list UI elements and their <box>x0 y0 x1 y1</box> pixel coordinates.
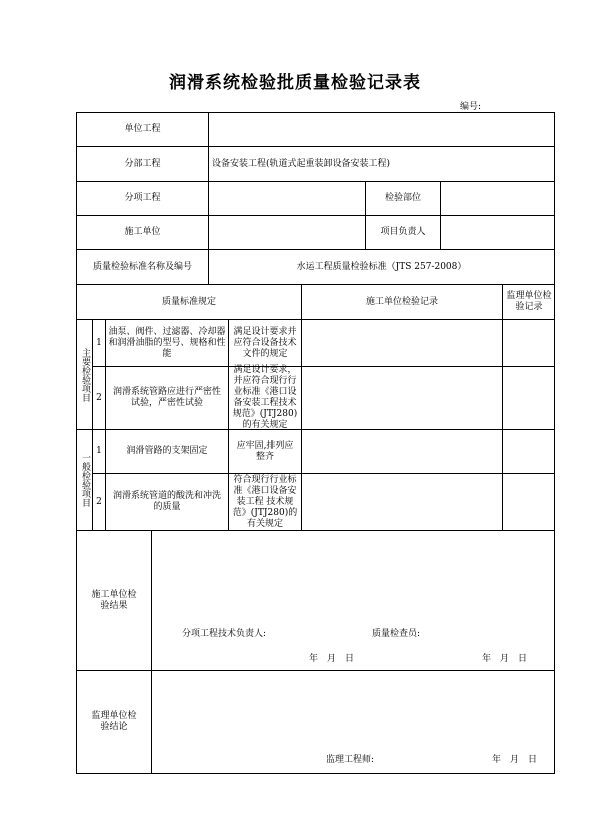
construction-unit-label: 施工单位 <box>124 227 161 237</box>
standard-value: 水运工程质量检验标准（JTS 257-2008） <box>296 261 467 272</box>
standard-name-label: 质量检验标准名称及编号 <box>92 261 192 272</box>
general-item-2-desc: 润滑系统管道的酸洗和冲洗的质量 <box>112 491 221 512</box>
construction-date-1: 年 月 日 <box>309 654 355 664</box>
supervisor-label: 监理工程师: <box>326 755 375 765</box>
unit-project-label: 单位工程 <box>124 124 161 134</box>
construction-result-label: 施工单位检验结果 <box>91 589 137 611</box>
quality-standard-header: 质量标准规定 <box>161 296 216 307</box>
general-item-1-standard: 应牢固,排列应整齐 <box>236 440 294 462</box>
main-items-text: 主要检验项目 <box>80 347 90 402</box>
item-project-label: 分项工程 <box>124 193 161 203</box>
main-item-2-no: 2 <box>96 392 102 403</box>
construction-record-header: 施工单位检验记录 <box>365 296 438 307</box>
general-item-2-standard: 符合现行行业标准《港口设备安装工程 技术规范》(JTJ280)的有关规定 <box>232 474 298 529</box>
general-item-1-no: 1 <box>96 446 102 456</box>
main-items-label <box>77 320 92 429</box>
general-items-text: 一般检验项目 <box>80 453 90 507</box>
main-item-1-no: 1 <box>96 337 102 348</box>
sub-project-value: 设备安装工程(轨道式起重装卸设备安装工程) <box>212 158 391 169</box>
main-item-2-standard: 满足设计要求，并应符合现行行业标准《港口设备安装工程技术规范》(JTJ280)的有关规定 <box>232 365 298 430</box>
tech-leader-label: 分项工程技术负责人: <box>182 629 267 639</box>
inspection-part-label: 检验部位 <box>384 193 421 203</box>
supervision-conclusion-label: 监理单位检验结论 <box>91 711 137 732</box>
supervision-record-header: 监理单位检验记录 <box>506 291 552 312</box>
quality-inspector-label: 质量检查员: <box>372 629 421 639</box>
general-item-2-no: 2 <box>96 496 102 507</box>
serial-number-label: 编号: <box>460 102 482 112</box>
main-item-1-desc: 油泵、阀件、过滤器、冷却器和润滑油脂的型号、规格和性能 <box>108 326 226 359</box>
main-item-1-standard: 满足设计要求并应符合设备技术文件的规定 <box>233 326 297 359</box>
main-item-2-desc: 润滑系统管路应进行严密性试验，严密性试验 <box>112 387 221 408</box>
general-item-1-desc: 润滑管路的支架固定 <box>126 446 208 456</box>
sub-project-label: 分部工程 <box>124 158 161 169</box>
supervision-date: 年 月 日 <box>492 755 538 765</box>
document-title: 润滑系统检验批质量检验记录表 <box>169 73 421 93</box>
project-leader-label: 项目负责人 <box>380 227 426 237</box>
construction-date-2: 年 月 日 <box>482 654 528 664</box>
general-items-label <box>77 430 92 530</box>
